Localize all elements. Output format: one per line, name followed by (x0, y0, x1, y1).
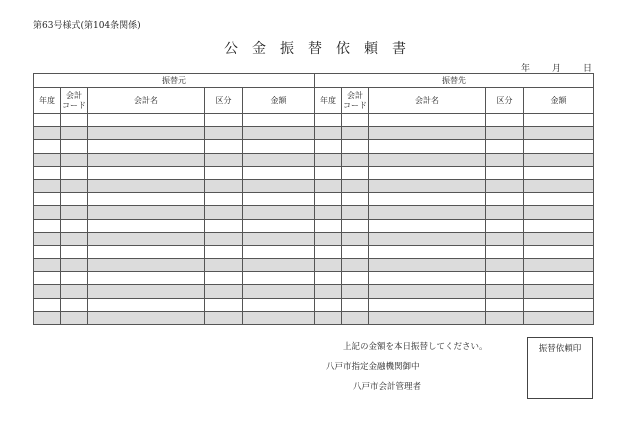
col-account-code (61, 88, 88, 114)
table-cell[interactable] (61, 206, 88, 219)
table-row (34, 311, 594, 324)
table-cell[interactable] (34, 298, 61, 311)
table-cell[interactable] (243, 127, 315, 140)
table-cell[interactable] (34, 127, 61, 140)
table-cell[interactable] (315, 285, 342, 298)
table-row (34, 179, 594, 192)
table-body (34, 114, 594, 325)
date-day-label: 日 (582, 64, 592, 74)
table-cell[interactable] (88, 232, 205, 245)
table-cell[interactable] (243, 298, 315, 311)
addressee: 八戸市指定金融機関御中 (326, 362, 420, 372)
table-cell[interactable] (243, 219, 315, 232)
table-cell[interactable] (486, 114, 524, 127)
table-cell[interactable] (486, 127, 524, 140)
table-cell[interactable] (205, 193, 243, 206)
table-cell[interactable] (342, 193, 369, 206)
table-cell[interactable] (88, 127, 205, 140)
table-cell[interactable] (61, 127, 88, 140)
table-cell[interactable] (524, 140, 594, 153)
table-cell[interactable] (34, 193, 61, 206)
table-cell[interactable] (315, 179, 342, 192)
seal-box (527, 337, 593, 399)
table-cell[interactable] (34, 245, 61, 258)
table-cell[interactable] (243, 259, 315, 272)
table-cell[interactable] (205, 127, 243, 140)
table-cell[interactable] (243, 179, 315, 192)
table-cell[interactable] (243, 114, 315, 127)
table-cell[interactable] (88, 193, 205, 206)
table-cell[interactable] (205, 272, 243, 285)
col-type: 区分 (486, 88, 524, 114)
table-cell[interactable] (524, 272, 594, 285)
table-cell[interactable] (61, 272, 88, 285)
table-cell[interactable] (486, 153, 524, 166)
table-cell[interactable] (205, 206, 243, 219)
table-cell[interactable] (88, 272, 205, 285)
table-cell[interactable] (342, 140, 369, 153)
table-cell[interactable] (34, 219, 61, 232)
table-row (34, 114, 594, 127)
table-cell[interactable] (369, 219, 486, 232)
table-cell[interactable] (61, 114, 88, 127)
table-cell[interactable] (524, 232, 594, 245)
table-cell[interactable] (486, 179, 524, 192)
table-row (34, 259, 594, 272)
col-account-name: 会計名 (88, 88, 205, 114)
table-cell[interactable] (205, 166, 243, 179)
col-type: 区分 (205, 88, 243, 114)
table-cell[interactable] (524, 298, 594, 311)
table-cell[interactable] (88, 140, 205, 153)
table-cell[interactable] (342, 311, 369, 324)
table-cell[interactable] (342, 245, 369, 258)
table-cell[interactable] (243, 206, 315, 219)
table-cell[interactable] (88, 179, 205, 192)
table-cell[interactable] (524, 245, 594, 258)
table-cell[interactable] (369, 206, 486, 219)
table-cell[interactable] (315, 272, 342, 285)
table-cell[interactable] (61, 298, 88, 311)
table-cell[interactable] (486, 285, 524, 298)
table-cell[interactable] (524, 311, 594, 324)
table-cell[interactable] (342, 179, 369, 192)
table-cell[interactable] (88, 311, 205, 324)
table-cell[interactable] (369, 193, 486, 206)
table-cell[interactable] (524, 285, 594, 298)
table-cell[interactable] (34, 179, 61, 192)
table-cell[interactable] (243, 311, 315, 324)
table-cell[interactable] (61, 285, 88, 298)
col-amount: 金額 (243, 88, 315, 114)
table-cell[interactable] (61, 193, 88, 206)
table-cell[interactable] (243, 153, 315, 166)
table-row (34, 285, 594, 298)
table-cell[interactable] (369, 298, 486, 311)
table-cell[interactable] (205, 153, 243, 166)
col-code-top: 会計 (347, 90, 363, 100)
table-cell[interactable] (205, 219, 243, 232)
table-cell[interactable] (524, 219, 594, 232)
table-cell[interactable] (61, 311, 88, 324)
col-year: 年度 (315, 88, 342, 114)
table-cell[interactable] (486, 219, 524, 232)
table-cell[interactable] (243, 285, 315, 298)
table-cell[interactable] (315, 140, 342, 153)
table-cell[interactable] (315, 166, 342, 179)
table-cell[interactable] (88, 259, 205, 272)
table-cell[interactable] (34, 311, 61, 324)
table-cell[interactable] (243, 166, 315, 179)
table-cell[interactable] (342, 259, 369, 272)
table-cell[interactable] (342, 232, 369, 245)
table-row (34, 166, 594, 179)
table-row (34, 298, 594, 311)
date-month-label: 月 (551, 64, 561, 74)
col-code-bottom: コード (62, 100, 86, 110)
table-cell[interactable] (369, 272, 486, 285)
table-cell[interactable] (486, 140, 524, 153)
table-cell[interactable] (34, 285, 61, 298)
col-amount: 金額 (524, 88, 594, 114)
table-cell[interactable] (486, 166, 524, 179)
table-cell[interactable] (88, 114, 205, 127)
table-cell[interactable] (243, 140, 315, 153)
table-cell[interactable] (369, 179, 486, 192)
table-row (34, 245, 594, 258)
table-cell[interactable] (486, 311, 524, 324)
table-cell[interactable] (524, 153, 594, 166)
col-account-name: 会計名 (369, 88, 486, 114)
table-cell[interactable] (205, 179, 243, 192)
table-row (34, 206, 594, 219)
table-cell[interactable] (88, 285, 205, 298)
table-cell[interactable] (369, 285, 486, 298)
table-cell[interactable] (315, 245, 342, 258)
table-cell[interactable] (342, 153, 369, 166)
issuer: 八戸市会計管理者 (353, 382, 422, 392)
table-cell[interactable] (205, 245, 243, 258)
table-cell[interactable] (369, 140, 486, 153)
table-cell[interactable] (486, 272, 524, 285)
table-cell[interactable] (524, 259, 594, 272)
table-cell[interactable] (243, 193, 315, 206)
table-cell[interactable] (61, 259, 88, 272)
table-cell[interactable] (34, 140, 61, 153)
table-cell[interactable] (369, 127, 486, 140)
table-cell[interactable] (34, 166, 61, 179)
table-cell[interactable] (61, 219, 88, 232)
page-title: 公金振替依頼書 (224, 41, 420, 57)
transfer-table (33, 73, 594, 325)
table-cell[interactable] (369, 166, 486, 179)
table-cell[interactable] (369, 311, 486, 324)
table-cell[interactable] (61, 232, 88, 245)
table-cell[interactable] (342, 219, 369, 232)
table-cell[interactable] (486, 259, 524, 272)
table-cell[interactable] (315, 259, 342, 272)
table-cell[interactable] (315, 311, 342, 324)
table-row (34, 127, 594, 140)
table-cell[interactable] (315, 153, 342, 166)
table-cell[interactable] (61, 153, 88, 166)
table-cell[interactable] (205, 259, 243, 272)
table-cell[interactable] (34, 232, 61, 245)
table-cell[interactable] (88, 206, 205, 219)
table-cell[interactable] (315, 232, 342, 245)
group-destination: 振替先 (315, 74, 594, 88)
table-cell[interactable] (486, 298, 524, 311)
col-code-bottom: コード (343, 100, 367, 110)
table-cell[interactable] (205, 232, 243, 245)
table-cell[interactable] (205, 298, 243, 311)
table-cell[interactable] (61, 140, 88, 153)
table-cell[interactable] (524, 179, 594, 192)
table-row (34, 219, 594, 232)
table-cell[interactable] (243, 232, 315, 245)
table-cell[interactable] (88, 166, 205, 179)
table-cell[interactable] (315, 219, 342, 232)
col-account-code (342, 88, 369, 114)
table-cell[interactable] (524, 114, 594, 127)
table-cell[interactable] (205, 140, 243, 153)
table-row (34, 232, 594, 245)
table-cell[interactable] (315, 114, 342, 127)
table-cell[interactable] (524, 166, 594, 179)
table-cell[interactable] (205, 285, 243, 298)
table-cell[interactable] (486, 193, 524, 206)
col-year: 年度 (34, 88, 61, 114)
table-cell[interactable] (34, 206, 61, 219)
table-cell[interactable] (342, 127, 369, 140)
table-row (34, 153, 594, 166)
group-source: 振替元 (34, 74, 315, 88)
table-cell[interactable] (88, 298, 205, 311)
table-cell[interactable] (524, 193, 594, 206)
table-cell[interactable] (342, 272, 369, 285)
table-cell[interactable] (486, 232, 524, 245)
table-cell[interactable] (315, 193, 342, 206)
table-cell[interactable] (486, 206, 524, 219)
table-cell[interactable] (34, 153, 61, 166)
table-cell[interactable] (34, 114, 61, 127)
table-cell[interactable] (243, 272, 315, 285)
table-cell[interactable] (342, 114, 369, 127)
table-cell[interactable] (486, 245, 524, 258)
table-cell[interactable] (34, 259, 61, 272)
table-cell[interactable] (61, 179, 88, 192)
table-row (34, 272, 594, 285)
table-cell[interactable] (34, 272, 61, 285)
table-cell[interactable] (88, 153, 205, 166)
seal-label: 振替依頼印 (538, 344, 582, 354)
request-text: 上記の金額を本日振替してください。 (343, 342, 488, 352)
date-year-label: 年 (520, 64, 530, 74)
table-cell[interactable] (205, 311, 243, 324)
table-cell[interactable] (369, 114, 486, 127)
table-cell[interactable] (369, 259, 486, 272)
table-cell[interactable] (369, 232, 486, 245)
table-row (34, 193, 594, 206)
table-cell[interactable] (315, 127, 342, 140)
table-cell[interactable] (369, 245, 486, 258)
table-cell[interactable] (61, 166, 88, 179)
table-cell[interactable] (88, 219, 205, 232)
table-cell[interactable] (342, 298, 369, 311)
table-cell[interactable] (369, 153, 486, 166)
table-cell[interactable] (342, 166, 369, 179)
table-cell[interactable] (88, 245, 205, 258)
table-cell[interactable] (524, 206, 594, 219)
table-cell[interactable] (205, 114, 243, 127)
table-cell[interactable] (342, 285, 369, 298)
table-row (34, 140, 594, 153)
table-cell[interactable] (524, 127, 594, 140)
table-cell[interactable] (243, 245, 315, 258)
col-code-top: 会計 (66, 90, 82, 100)
table-cell[interactable] (61, 245, 88, 258)
table-cell[interactable] (315, 206, 342, 219)
table-cell[interactable] (342, 206, 369, 219)
form-number: 第63号様式(第104条関係) (33, 21, 141, 31)
table-cell[interactable] (315, 298, 342, 311)
